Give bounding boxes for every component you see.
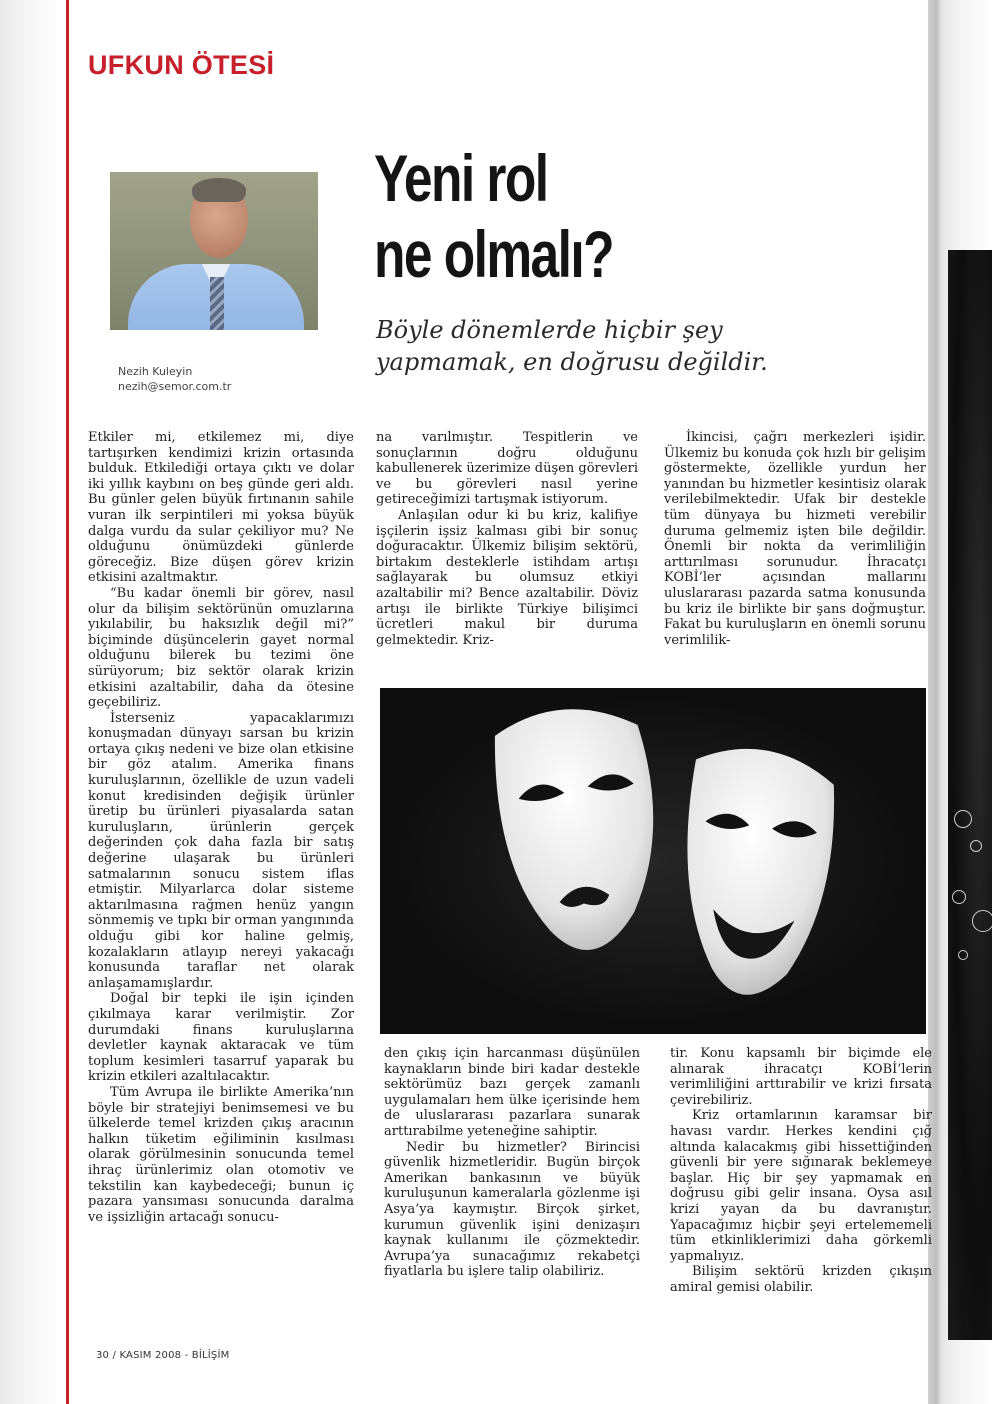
- column-1: [88, 430, 354, 1225]
- column-2-top: [376, 430, 638, 648]
- headline-line-2: ne olmalı?: [374, 217, 613, 291]
- page-footer: 30 / KASIM 2008 - BİLİŞİM: [96, 1350, 230, 1361]
- paragraph: “Bu kadar önemli bir görev, nasıl olur da bilişim sektörünün omuzlarına yıkılabilir, bu haksızlık değil mi?” biçiminde düşüncelerin gayet normal olduğunu bilerek bu tezimi öne sürüyorum; biz sektör olarak krizin etkisini azaltabilir, daha da ötesine geçebiliriz.: [88, 585, 354, 711]
- column-3-bottom: [670, 1046, 932, 1296]
- subhead-line-1: Böyle dönemlerde hiçbir şey: [376, 316, 723, 344]
- column-2-bottom: [384, 1046, 640, 1280]
- paragraph: Etkiler mi, etkilemez mi, diye tartışırken kendimizi krizin ortasında bulduk. Etkilediği ortaya çıktı ve dolar iki yıllık kaybını on beş günde geri aldı. Bu günler gelen büyük fırtınanın sahile vuran ilk serpintileri mi yoksa büyük dalga vurdu da sular çekiliyor mu? Ne olduğunu önümüzdeki günlerde göreceğiz. Bize düşen görev krizin etkisini azaltmaktır.: [88, 430, 354, 586]
- paragraph: Nedir bu hizmetler? Birincisi güvenlik hizmetleridir. Bugün birçok Amerikan bankasının ve büyük kuruluşunun kameralarla gözlenme işi Asya’ya kaymıştır. Birçok şirket, kurumun güvenlik işini denizaşırı kaynak kullanımı ile çözmektedir. Avrupa’ya sunacağımız rekabetçi fiyatlarla bu işlere talip olabiliriz.: [384, 1139, 640, 1280]
- subhead-line-2: yapmamak, en doğrusu değildir.: [376, 348, 768, 376]
- page-gutter: [0, 0, 62, 1404]
- happy-mask: [664, 741, 844, 1004]
- author-photo: [110, 172, 318, 330]
- subheadline: [376, 314, 916, 378]
- headline-line-1: Yeni rol: [374, 141, 548, 215]
- column-3-top: [664, 430, 926, 648]
- paragraph: na varılmıştır. Tespitlerin ve sonuçlarının doğru olduğunu kabullenerek üzerimize düşen görevleri ve bu görevleri nasıl yerine getireceğimizi tartışmak istiyorum.: [376, 430, 638, 508]
- author-name: Nezih Kuleyin: [118, 365, 193, 378]
- paragraph: Tüm Avrupa ile birlikte Amerika’nın böyle bir stratejiyi benimsemesi ve bu ülkelerde temel krizden çıkış aracının halkın tüketim eğiliminin kısılması olarak görülmesinin sonucunda temel ihraç ürünlerimiz olan otomotiv ve tekstilin kan kaybedeceği; bunun iç pazara yansıması sonucunda daralma ve işsizliğin artacağı sonucu-: [88, 1084, 354, 1225]
- next-page-artwork: [948, 250, 992, 1340]
- paragraph: İkincisi, çağrı merkezleri işidir. Ülkemiz bu konuda çok hızlı bir gelişim göstermekte, özellikle yurdun her yanından bu hizmetler kesintisiz olarak verilebilmektedir. Ufak bir destekle tüm dünyaya bu hizmeti verebilir duruma gelmemiz işten bile değildir. Önemli bir nokta da verimliliğin arttırılması sorunudur. İhracatçı KOBİ’ler açısından mallarını uluslararası pazarda satma konusunda bu kriz ile birlikte bir şans doğmuştur. Fakat bu kuruluşların en önemli sorunu verimlilik-: [664, 430, 926, 648]
- red-margin-rule: [66, 0, 69, 1404]
- paragraph: Kriz ortamlarının karamsar bir havası vardır. Herkes kendini çığ altında kalacakmış gibi hissettiğinden güvenli bir yere sığınarak beklemeye başlar. Hiç bir şey yapmamak en doğrusu gibi gelir insana. Oysa asıl krizi yayan da bu davranıştır. Yapacağımız hiçbir şeyi ertelememeli tüm etkinliklerimizi daha görkemli yapmalıyız.: [670, 1108, 932, 1264]
- theatre-masks-photo: [380, 688, 926, 1034]
- section-title: UFKUN ÖTESİ: [88, 50, 275, 80]
- author-email: nezih@semor.com.tr: [118, 380, 232, 393]
- paragraph: İsterseniz yapacaklarımızı konuşmadan dünyayı sarsan bu krizin ortaya çıkış nedeni ve bize olan etkisine bir göz atalım. Amerika finans kuruluşlarının, özellikle de uzun vadeli konut kredisinden değişik ürünler üretip bu ürünleri piyasalarda satan kuruluşların, ürünlerin gerçek değerinden çok daha fazla bir satış değerine ulaşarak bu ürünleri satmalarının sonucu sistem iflas etmiştir. Milyarlarca dolar sisteme aktarılmasına rağmen henüz yangın sönmemiş ve tıpkı bir orman yangınında olduğu gibi kor haline gelmiş, kozalakların atlayıp nereyi yakacağı konusunda taraflar net olarak anlaşamamışlardır.: [88, 710, 354, 991]
- paragraph: Doğal bir tepki ile işin içinden çıkılmaya karar verilmiştir. Zor durumdaki finans kuruluşlarına devletler kaynak aktaracak ve tüm toplum kesimleri tasarruf yaparak bu krizin etkileri azaltılacaktır.: [88, 991, 354, 1085]
- author-byline: [118, 364, 231, 394]
- paragraph: Anlaşılan odur ki bu kriz, kalifiye işçilerin işsiz kalması gibi bir sonuç doğuracaktır. Ülkemiz bilişim sektörü, birtakım desteklerle istihdam artışı sağlayarak bu olumsuz etkiyi azaltabilir mi? Bence azaltabilir. Döviz artışı ile birlikte Türkiye bilişimci ücretleri makul bir duruma gelmektedir. Kriz-: [376, 507, 638, 648]
- paragraph: tir. Konu kapsamlı bir biçimde ele alınarak ihracatçı KOBİ’lerin verimliliğini arttırabilir ve krizi fırsata çevirebiliriz.: [670, 1046, 932, 1108]
- paragraph: den çıkış için harcanması düşünülen kaynakların binde biri kadar destekle sektörümüz bazı gerçek zamanlı uygulamaları hem ülke içerisinde hem de uluslararası pazarlara sunarak arttırabilme yeteneğine sahiptir.: [384, 1046, 640, 1139]
- paragraph: Bilişim sektörü krizden çıkışın amiral gemisi olabilir.: [670, 1264, 932, 1295]
- headline: [374, 140, 795, 292]
- sad-mask: [489, 701, 667, 958]
